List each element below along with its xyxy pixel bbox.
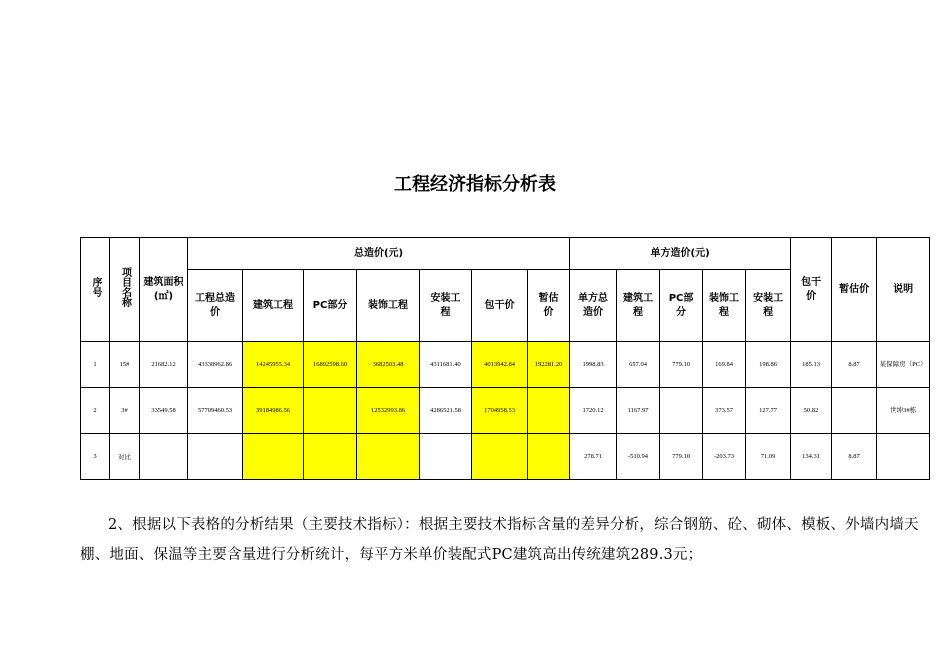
cell-total	[243, 434, 304, 480]
cell-total	[528, 388, 570, 434]
cell-seq: 3	[81, 434, 110, 480]
header-area: 建筑面积(㎡)	[140, 238, 188, 342]
header-total-col: 建筑工程	[243, 270, 304, 342]
cell-note: 世坤3#栋	[877, 388, 930, 434]
cell-unit: 278.71	[570, 434, 617, 480]
cell-unit: 779.10	[660, 434, 703, 480]
cell-unit: 71.09	[746, 434, 791, 480]
header-unit-col: 包干价	[791, 238, 832, 342]
cell-unit: 779.10	[660, 342, 703, 388]
cell-total: 3682503.48	[357, 342, 420, 388]
cell-total: 4013942.84	[472, 342, 528, 388]
cell-note	[877, 434, 930, 480]
cell-total	[357, 434, 420, 480]
cell-seq: 2	[81, 388, 110, 434]
cell-unit: 134.31	[791, 434, 832, 480]
header-total-col: PC部分	[304, 270, 357, 342]
header-unit-col: 建筑工程	[617, 270, 660, 342]
cell-unit: 8.87	[832, 342, 877, 388]
cell-total	[304, 388, 357, 434]
economic-index-table	[80, 237, 930, 480]
cell-unit: 127.77	[746, 388, 791, 434]
table-row	[81, 342, 930, 388]
cell-name: 3#	[110, 388, 140, 434]
cell-unit: -203.73	[703, 434, 746, 480]
table-row	[81, 434, 930, 480]
analysis-paragraph: 2、根据以下表格的分析结果（主要技术指标）：根据主要技术指标含量的差异分析，综合钢筋、砼、砌体、模板、外墙内墙天棚、地面、保温等主要含量进行分析统计，每平方米单价装配式PC建筑高出传统建筑289.3元；	[80, 517, 919, 563]
cell-unit: -510.94	[617, 434, 660, 480]
cell-unit	[660, 388, 703, 434]
cell-total: 16892598.60	[304, 342, 357, 388]
page-title: 工程经济指标分析表	[394, 174, 556, 195]
cell-total: 39184986.56	[243, 388, 304, 434]
header-note: 说明	[877, 238, 930, 342]
header-row-1	[81, 238, 930, 270]
cell-total	[420, 434, 472, 480]
cell-total	[188, 434, 243, 480]
cell-total	[304, 434, 357, 480]
cell-name: 对比	[110, 434, 140, 480]
cell-total: 192281.20	[528, 342, 570, 388]
cell-unit	[832, 388, 877, 434]
header-total-cost: 总造价(元)	[188, 238, 570, 270]
cell-unit: 185.13	[791, 342, 832, 388]
cell-area	[140, 434, 188, 480]
cell-seq: 1	[81, 342, 110, 388]
cell-unit: 1998.83	[570, 342, 617, 388]
cell-total: 4311681.40	[420, 342, 472, 388]
header-unit-col: PC部分	[660, 270, 703, 342]
cell-total: 14245955.34	[243, 342, 304, 388]
table-row	[81, 388, 930, 434]
header-total-col: 暂估价	[528, 270, 570, 342]
cell-unit: 50.82	[791, 388, 832, 434]
cell-name: 15#	[110, 342, 140, 388]
cell-area: 33549.58	[140, 388, 188, 434]
header-unit-col: 单方总造价	[570, 270, 617, 342]
cell-total	[472, 434, 528, 480]
cell-unit: 657.04	[617, 342, 660, 388]
header-total-col: 安装工程	[420, 270, 472, 342]
header-name: 项目名称	[110, 238, 140, 342]
cell-unit: 1720.12	[570, 388, 617, 434]
header-unit-col: 暂估价	[832, 238, 877, 342]
cell-total: 43338962.86	[188, 342, 243, 388]
cell-note: 某保障房（PC）	[877, 342, 930, 388]
header-unit-col: 装饰工程	[703, 270, 746, 342]
cell-unit: 198.86	[746, 342, 791, 388]
header-unit-cost: 单方造价(元)	[570, 238, 791, 270]
header-total-col: 工程总造价	[188, 270, 243, 342]
cell-area: 21682.12	[140, 342, 188, 388]
header-unit-col: 安装工程	[746, 270, 791, 342]
cell-unit: 373.57	[703, 388, 746, 434]
cell-unit: 1167.97	[617, 388, 660, 434]
cell-total: 57709460.53	[188, 388, 243, 434]
header-total-col: 装饰工程	[357, 270, 420, 342]
cell-total: 12532993.86	[357, 388, 420, 434]
cell-total: 4286521.58	[420, 388, 472, 434]
cell-total	[528, 434, 570, 480]
cell-total: 1704958.53	[472, 388, 528, 434]
cell-unit: 8.87	[832, 434, 877, 480]
header-total-col: 包干价	[472, 270, 528, 342]
header-seq: 序号	[81, 238, 110, 342]
cell-unit: 169.84	[703, 342, 746, 388]
